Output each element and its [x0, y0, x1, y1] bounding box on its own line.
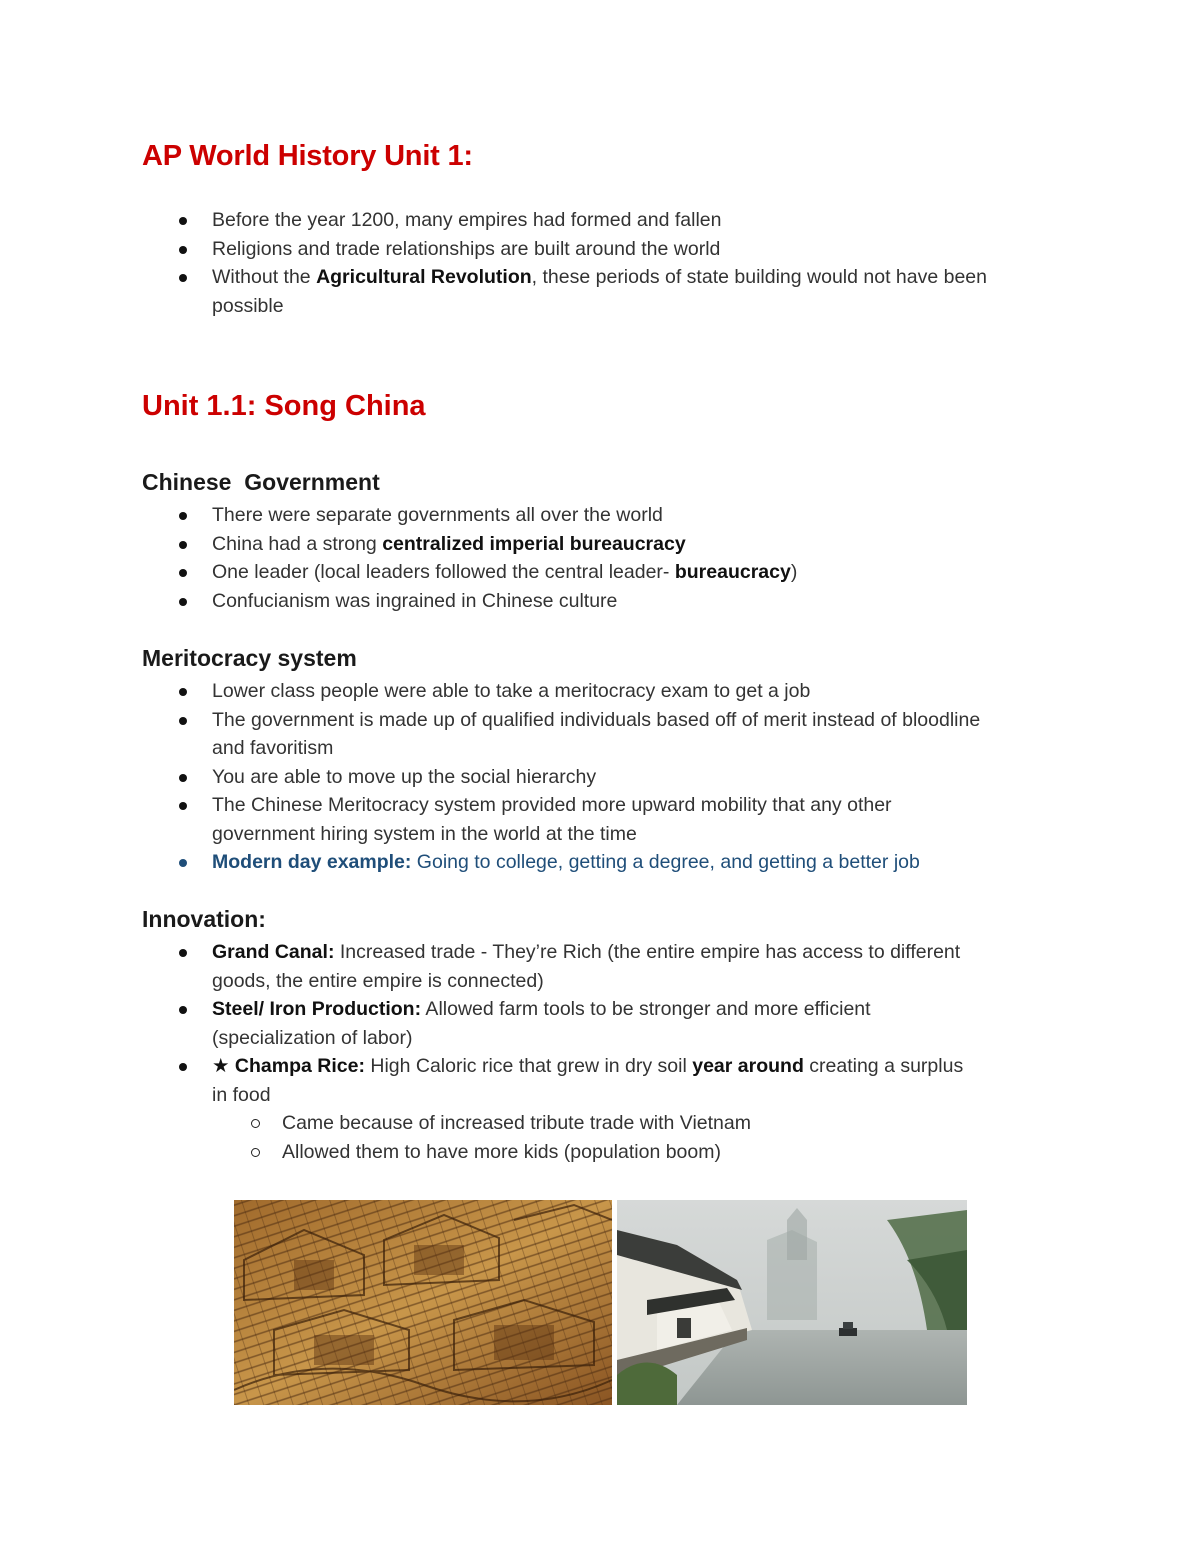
list-item: The Chinese Meritocracy system provided more upward mobility that any other government hiring system in the world at the time — [142, 791, 982, 848]
unit-title: Unit 1.1: Song China — [142, 390, 426, 422]
list-item: One leader (local leaders followed the central leader- bureaucracy) — [142, 558, 1022, 587]
modern-example-item: Modern day example: Going to college, getting a degree, and getting a better job — [142, 848, 1022, 877]
star-icon: ★ — [212, 1055, 230, 1077]
government-list — [142, 501, 1022, 615]
meritocracy-list — [142, 677, 1022, 877]
list-item: ★ Champa Rice: High Caloric rice that grew in dry soil year around creating a surplus in food Came because of increased tribute trade with Vietnam Allowed them to have more kids (population boom) — [142, 1052, 982, 1166]
list-item: Lower class people were able to take a meritocracy exam to get a job — [142, 677, 1022, 706]
list-item: The government is made up of qualified individuals based off of merit instead of bloodline and favoritism — [142, 706, 982, 763]
list-item: Religions and trade relationships are built around the world — [142, 235, 1022, 264]
intro-list — [142, 206, 1022, 320]
list-item: Before the year 1200, many empires had formed and fallen — [142, 206, 1022, 235]
innovation-list — [142, 938, 982, 1166]
list-item: Without the Agricultural Revolution, these periods of state building would not have been possible — [142, 263, 1022, 320]
list-item: Steel/ Iron Production: Allowed farm tools to be stronger and more efficient (specialization of labor) — [142, 995, 952, 1052]
list-item: Confucianism was ingrained in Chinese culture — [142, 587, 1022, 616]
song-dynasty-painting-image — [234, 1200, 612, 1405]
canal-town-photo-image — [617, 1200, 967, 1405]
meritocracy-heading: Meritocracy system — [142, 645, 357, 671]
list-item: There were separate governments all over the world — [142, 501, 1022, 530]
list-item: Grand Canal: Increased trade - They’re Rich (the entire empire has access to different goods, the entire empire is connected) — [142, 938, 982, 995]
list-item: China had a strong centralized imperial bureaucracy — [142, 530, 1022, 559]
government-heading: Chinese Government — [142, 469, 380, 495]
list-item: You are able to move up the social hierarchy — [142, 763, 1022, 792]
sub-list-item: Came because of increased tribute trade with Vietnam — [212, 1109, 982, 1138]
sub-list-item: Allowed them to have more kids (population boom) — [212, 1138, 982, 1167]
champa-sub-list — [212, 1109, 982, 1166]
innovation-heading: Innovation: — [142, 906, 266, 932]
document-title: AP World History Unit 1: — [142, 140, 473, 172]
